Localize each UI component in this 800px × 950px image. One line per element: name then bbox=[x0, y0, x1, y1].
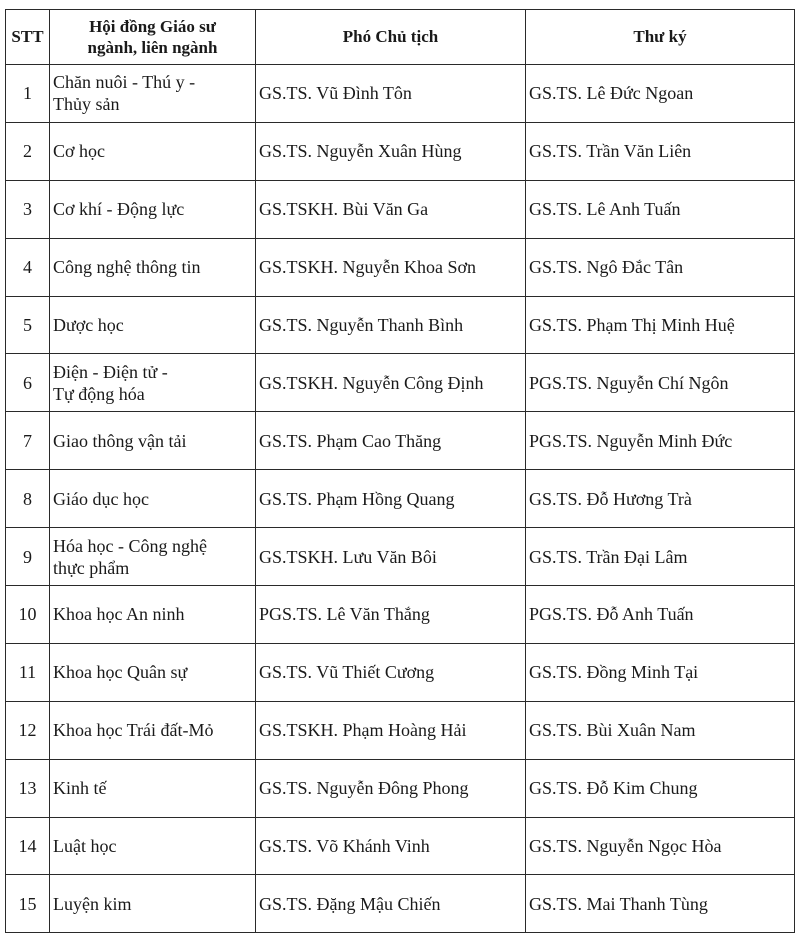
council-table bbox=[5, 9, 795, 933]
cell-vice-chair: PGS.TS. Lê Văn Thắng bbox=[256, 586, 526, 644]
cell-stt: 14 bbox=[6, 817, 50, 875]
cell-secretary: PGS.TS. Nguyễn Chí Ngôn bbox=[526, 354, 795, 412]
cell-stt: 3 bbox=[6, 180, 50, 238]
cell-secretary: GS.TS. Trần Đại Lâm bbox=[526, 528, 795, 586]
header-row bbox=[6, 10, 795, 65]
cell-council bbox=[50, 643, 256, 701]
council-name-line1: Cơ khí - Động lực bbox=[53, 199, 185, 220]
cell-vice-chair: GS.TSKH. Nguyễn Công Định bbox=[256, 354, 526, 412]
cell-council bbox=[50, 528, 256, 586]
cell-council bbox=[50, 354, 256, 412]
cell-stt: 12 bbox=[6, 701, 50, 759]
table-row bbox=[6, 643, 795, 701]
cell-council bbox=[50, 180, 256, 238]
cell-stt: 10 bbox=[6, 586, 50, 644]
cell-stt: 9 bbox=[6, 528, 50, 586]
table-row bbox=[6, 701, 795, 759]
cell-council bbox=[50, 470, 256, 528]
council-name-line1: Khoa học Quân sự bbox=[53, 662, 188, 683]
header-vice-chair: Phó Chủ tịch bbox=[256, 10, 526, 65]
cell-secretary: GS.TS. Đỗ Kim Chung bbox=[526, 759, 795, 817]
council-name-line1: Luật học bbox=[53, 836, 117, 857]
cell-stt: 8 bbox=[6, 470, 50, 528]
cell-secretary: GS.TS. Nguyễn Ngọc Hòa bbox=[526, 817, 795, 875]
cell-vice-chair: GS.TSKH. Phạm Hoàng Hải bbox=[256, 701, 526, 759]
council-name-line1: Luyện kim bbox=[53, 893, 132, 914]
cell-vice-chair: GS.TSKH. Lưu Văn Bôi bbox=[256, 528, 526, 586]
cell-vice-chair: GS.TSKH. Nguyễn Khoa Sơn bbox=[256, 238, 526, 296]
cell-stt: 1 bbox=[6, 65, 50, 123]
council-name-line1: Hóa học - Công nghệ bbox=[53, 535, 207, 556]
table-row bbox=[6, 180, 795, 238]
cell-secretary: GS.TS. Lê Anh Tuấn bbox=[526, 180, 795, 238]
cell-secretary: GS.TS. Đỗ Hương Trà bbox=[526, 470, 795, 528]
table-row bbox=[6, 296, 795, 354]
cell-council bbox=[50, 701, 256, 759]
cell-vice-chair: GS.TS. Vũ Thiết Cương bbox=[256, 643, 526, 701]
header-council bbox=[50, 10, 256, 65]
cell-council bbox=[50, 238, 256, 296]
cell-stt: 6 bbox=[6, 354, 50, 412]
cell-stt: 4 bbox=[6, 238, 50, 296]
cell-vice-chair: GS.TS. Nguyễn Đông Phong bbox=[256, 759, 526, 817]
cell-secretary: GS.TS. Trần Văn Liên bbox=[526, 122, 795, 180]
cell-stt: 2 bbox=[6, 122, 50, 180]
cell-stt: 13 bbox=[6, 759, 50, 817]
cell-secretary: PGS.TS. Nguyễn Minh Đức bbox=[526, 412, 795, 470]
cell-council bbox=[50, 759, 256, 817]
cell-vice-chair: GS.TS. Nguyễn Thanh Bình bbox=[256, 296, 526, 354]
council-name-line1: Kinh tế bbox=[53, 778, 107, 799]
cell-secretary: GS.TS. Mai Thanh Tùng bbox=[526, 875, 795, 933]
council-name-line2: Thủy sản bbox=[53, 94, 120, 115]
council-name-line1: Dược học bbox=[53, 315, 124, 335]
cell-council bbox=[50, 586, 256, 644]
council-name-line1: Giao thông vận tải bbox=[53, 430, 187, 451]
cell-stt: 7 bbox=[6, 412, 50, 470]
table-row bbox=[6, 238, 795, 296]
table-row bbox=[6, 65, 795, 123]
council-name-line1: Chăn nuôi - Thú y - bbox=[53, 72, 196, 93]
council-name-line1: Giáo dục học bbox=[53, 488, 149, 509]
header-secretary: Thư ký bbox=[526, 10, 795, 65]
cell-vice-chair: GS.TS. Võ Khánh Vinh bbox=[256, 817, 526, 875]
header-stt: STT bbox=[6, 10, 50, 65]
council-name-line1: Điện - Điện tử - bbox=[53, 361, 168, 382]
table-row bbox=[6, 412, 795, 470]
table-body bbox=[6, 65, 795, 933]
table-row bbox=[6, 470, 795, 528]
cell-secretary: GS.TS. Ngô Đắc Tân bbox=[526, 238, 795, 296]
council-name-line2: thực phẩm bbox=[53, 557, 130, 578]
cell-council bbox=[50, 65, 256, 123]
cell-vice-chair: GS.TS. Phạm Hồng Quang bbox=[256, 470, 526, 528]
cell-secretary: GS.TS. Đồng Minh Tại bbox=[526, 643, 795, 701]
cell-vice-chair: GS.TS. Vũ Đình Tôn bbox=[256, 65, 526, 123]
cell-council bbox=[50, 817, 256, 875]
cell-vice-chair: GS.TS. Đặng Mậu Chiến bbox=[256, 875, 526, 933]
council-name-line2: Tự động hóa bbox=[53, 383, 145, 404]
cell-council bbox=[50, 875, 256, 933]
council-name-line1: Công nghệ thông tin bbox=[53, 257, 201, 278]
council-name-line1: Cơ học bbox=[53, 141, 106, 162]
table-row bbox=[6, 586, 795, 644]
cell-vice-chair: GS.TS. Phạm Cao Thăng bbox=[256, 412, 526, 470]
council-name-line1: Khoa học An ninh bbox=[53, 604, 185, 625]
cell-secretary: GS.TS. Bùi Xuân Nam bbox=[526, 701, 795, 759]
table-row bbox=[6, 528, 795, 586]
table-row bbox=[6, 354, 795, 412]
cell-stt: 15 bbox=[6, 875, 50, 933]
table-row bbox=[6, 875, 795, 933]
cell-secretary: GS.TS. Phạm Thị Minh Huệ bbox=[526, 296, 795, 354]
cell-council bbox=[50, 296, 256, 354]
cell-council bbox=[50, 122, 256, 180]
council-name-line1: Khoa học Trái đất-Mỏ bbox=[53, 720, 214, 741]
cell-vice-chair: GS.TSKH. Bùi Văn Ga bbox=[256, 180, 526, 238]
table-row bbox=[6, 817, 795, 875]
header-council-line2: ngành, liên ngành bbox=[87, 38, 218, 57]
cell-council bbox=[50, 412, 256, 470]
cell-vice-chair: GS.TS. Nguyễn Xuân Hùng bbox=[256, 122, 526, 180]
table-header bbox=[6, 10, 795, 65]
table-row bbox=[6, 759, 795, 817]
cell-secretary: PGS.TS. Đỗ Anh Tuấn bbox=[526, 586, 795, 644]
header-council-line1: Hội đồng Giáo sư bbox=[89, 17, 216, 36]
table-row bbox=[6, 122, 795, 180]
cell-stt: 11 bbox=[6, 643, 50, 701]
cell-secretary: GS.TS. Lê Đức Ngoan bbox=[526, 65, 795, 123]
cell-stt: 5 bbox=[6, 296, 50, 354]
